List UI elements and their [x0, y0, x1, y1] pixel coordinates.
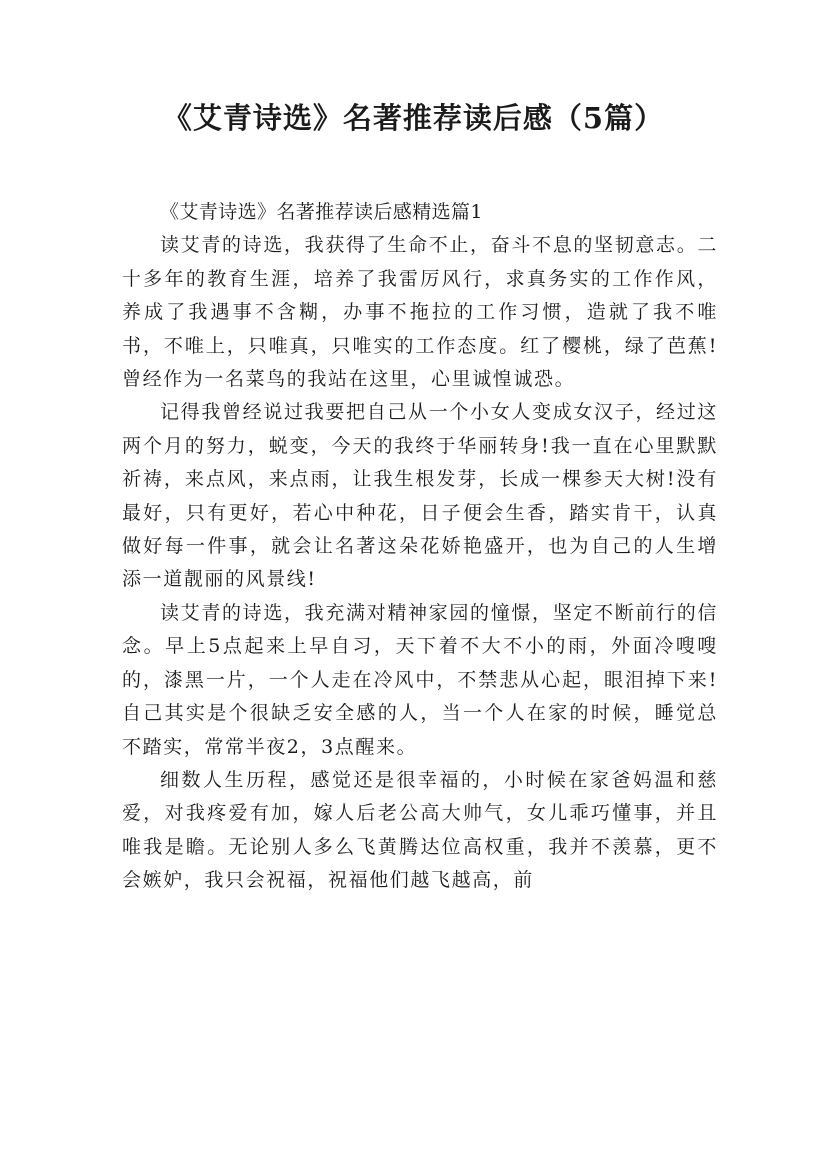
paragraph-1: 读艾青的诗选，我获得了生命不止，奋斗不息的坚韧意志。二十多年的教育生涯，培养了我雷厉风行，求真务实的工作作风，养成了我遇事不含糊，办事不拖拉的工作习惯，造就了我不唯书，不唯上，只唯真，只唯实的工作态度。红了樱桃，绿了芭蕉!曾经作为一名菜鸟的我站在这里，心里诚惶诚恐。 [122, 234, 718, 391]
paragraph-3: 读艾青的诗选，我充满对精神家园的憧憬，坚定不断前行的信念。早上5点起来上早自习，天下着不大不小的雨，外面冷嗖嗖的，漆黑一片，一个人走在冷风中，不禁悲从心起，眼泪掉下来!自己其实是个很缺乏安全感的人，当一个人在家的时候，睡觉总不踏实，常常半夜2，3点醒来。 [122, 601, 718, 758]
paragraph-4: 细数人生历程，感觉还是很幸福的，小时候在家爸妈温和慈爱，对我疼爱有加，嫁人后老公高大帅气，女儿乖巧懂事，并且唯我是瞻。无论别人多么飞黄腾达位高权重，我并不羡慕，更不会嫉妒，我只会祝福，祝福他们越飞越高，前 [122, 768, 718, 892]
section-heading: 《艾青诗选》名著推荐读后感精选篇1 [160, 201, 483, 223]
document-body [122, 196, 718, 898]
document-title: 《艾青诗选》名著推荐读后感（5篇） [162, 101, 665, 135]
paragraph-2: 记得我曾经说过我要把自己从一个小女人变成女汉子，经过这两个月的努力，蜕变，今天的我终于华丽转身!我一直在心里默默祈祷，来点风，来点雨，让我生根发芽，长成一棵参天大树!没有最好，只有更好，若心中种花，日子便会生香，踏实肯干，认真做好每一件事，就会让名著这朵花娇艳盛开，也为自己的人生增添一道靓丽的风景线! [122, 401, 718, 591]
